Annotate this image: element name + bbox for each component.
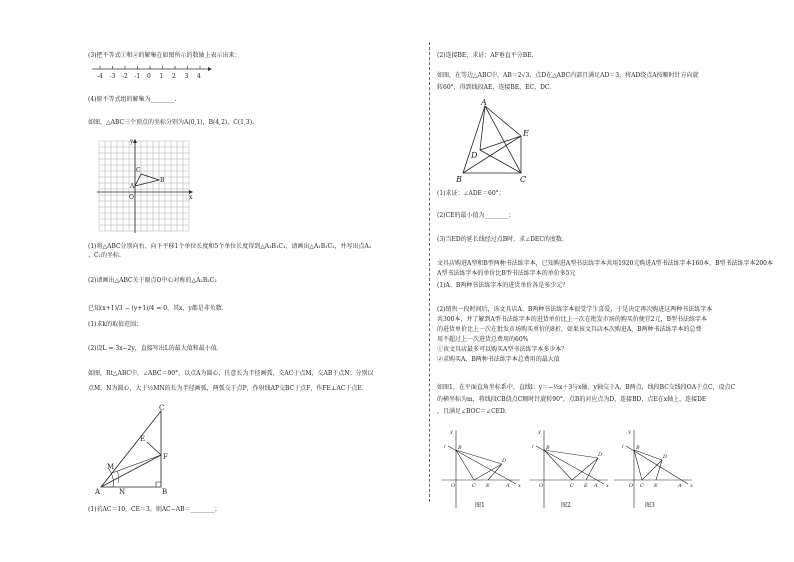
figure-1-caption: 图1 [475, 502, 485, 509]
number-line [90, 62, 230, 92]
svg-text:B: B [546, 445, 550, 451]
equation-question-1: (1)求k的取值范围； [88, 321, 143, 328]
number-line-tick-label: -4 [97, 73, 103, 80]
svg-text:l: l [444, 444, 446, 450]
triangle-question-1: (1)若AC＝10，CE＝3，则AC−AB＝________； [88, 506, 221, 513]
svg-text:y: y [450, 429, 453, 435]
number-line-tick-label: 3 [184, 73, 189, 80]
figure-1 [440, 428, 522, 514]
svg-text:x: x [606, 483, 609, 489]
grid-question-2: (2)请画出△ABC关于原点O中心对称的△A₂B₂C₂ [88, 277, 217, 284]
equation-intro: 已知(x+1)/3 − (y+1)/4 = 0，其x、y都是非负数. [88, 305, 224, 312]
rot-label-e: E [523, 129, 529, 138]
rot-label-d: D [471, 151, 478, 160]
number-line-tick-label: 2 [172, 73, 176, 80]
grid-question-1b: 、C₁的坐标. [88, 252, 121, 259]
number-line-tick-label: 4 [197, 73, 201, 80]
equilateral-triangle-figure [455, 98, 545, 186]
svg-text:l: l [532, 444, 534, 450]
figure-3 [612, 428, 694, 514]
grid-point-c: C [136, 167, 141, 174]
svg-text:E: E [486, 483, 490, 489]
svg-text:O: O [629, 483, 634, 489]
tri-label-a: A [95, 488, 101, 496]
rotation-intro-line1: 如图，在等边△ABC中，AB＝2√3，点D在△ABC内部且满足AD＝3，将AD绕点A按顺时针方向旋 [437, 72, 699, 79]
number-line-tick-label: 0 [147, 73, 151, 80]
rot-label-c: C [520, 175, 527, 184]
line-intro-line3: ，且满足∠BOC＝∠CED. [437, 408, 507, 415]
svg-text:y: y [538, 429, 541, 435]
line-intro-line2: 的横坐标为m，将线段CB绕点C顺时针旋转90°，点B的对应点为D，连接BD，点E在x轴上，连接DE [437, 396, 707, 403]
shop-intro-line1: 文具店购进A型和B型两种书法练字本，已知购进A型书法练字本共用1920元购进A型书法练字本160本，B型书法练字本200本 [437, 260, 773, 267]
svg-text:C: C [570, 483, 574, 489]
svg-text:x: x [690, 483, 693, 489]
shop-question-2-part1: ①该文具店最多可以购买A型书法练字本多少本？ [437, 346, 568, 353]
number-line-tick-label: -3 [109, 73, 116, 80]
svg-text:E: E [654, 483, 658, 489]
tri-label-c: C [159, 404, 165, 412]
svg-text:A: A [594, 483, 598, 489]
shop-question-2-line4: 用不超过上一次进货总费用的60% [437, 336, 529, 343]
shop-intro-line2: A型书法练字本的单价比B型书法练字本的单价多5元 [437, 270, 576, 277]
shop-question-2-line3: 的进货单价比上一次在批发市场购买单价的8折，如果该文具店本次购进A、B两种书法练字本的总费 [437, 326, 702, 333]
svg-text:O: O [539, 483, 544, 489]
question-2-top: (2)连接BE，求证：AF垂直平分BE. [437, 52, 534, 59]
rot-label-a: A [481, 98, 487, 107]
tri-label-n: N [119, 488, 126, 496]
triangle-intro-line2: 点M、N为圆心，大于½MN的长为半径画弧，两弧交于点P，作射线AP交BC于点F，作FE⊥AC于点E. [88, 385, 364, 392]
number-line-tick-label: 1 [159, 73, 164, 80]
svg-text:C: C [472, 483, 476, 489]
rotation-question-3: (3)当ED的延长线经过点B时，求∠DEC的度数. [437, 236, 564, 243]
svg-text:x: x [518, 483, 521, 489]
svg-text:A: A [506, 483, 510, 489]
rot-label-b: B [456, 175, 462, 184]
tri-label-f: F [163, 453, 168, 461]
grid-question-1a: (1)将△ABC分别向右、向下平移1个单位长度和5个单位长度得到△A₁B₁C₁，请画出△A₁B₁C₁，并写出点A₁ [88, 243, 372, 250]
rotation-question-2: (2)CE的最小值为________； [437, 212, 515, 219]
svg-text:B: B [458, 445, 462, 451]
shop-question-2-line2: 共300本，并了解到A型书法练字本的进货单价比上一次在批发市场的购买价便宜2元，B型书法练字本 [437, 316, 708, 323]
figure-2 [528, 428, 610, 514]
question-4-text: (4)原不等式组的解集为________. [88, 96, 177, 103]
rotation-intro-line2: 转60°，得到线段AE，连接BE，EC，DC. [437, 84, 552, 91]
shop-question-1: (1)A、B两种书法练字本的进货单价各是多少元？ [437, 282, 569, 289]
right-triangle-figure [95, 405, 185, 497]
shop-question-2-part2: ②求购买A、B两种书法练字本总费用的最大值 [437, 356, 560, 363]
svg-text:D: D [663, 454, 668, 460]
svg-text:l: l [622, 444, 624, 450]
tri-label-b: B [162, 488, 168, 496]
grid-question-intro: 如图，△ABC三个顶点的坐标分别为A(0,1)，B(4,2)，C(1,3). [88, 119, 254, 126]
column-divider [429, 42, 430, 502]
number-line-tick-label: -2 [122, 73, 128, 80]
grid-x-label: x [189, 194, 193, 201]
question-3-text: (3)把不等式①和②的解集在如图所示的数轴上表示出来： [88, 52, 241, 59]
tri-label-m: M [107, 463, 115, 471]
figure-2-caption: 图2 [561, 502, 571, 509]
svg-text:C: C [640, 483, 644, 489]
svg-text:B: B [636, 445, 640, 451]
svg-text:E: E [584, 483, 588, 489]
svg-text:O: O [451, 483, 456, 489]
tri-label-e: E [140, 435, 146, 443]
equation-question-2: (2)设L = 3x−2y，直接写出L的最大值和最小值. [88, 345, 219, 352]
triangle-intro-line1: 如图，Rt△ABC中，∠ABC＝90°，以点A为圆心，任意长为半径画弧，交AC于点M，交AB于点N；分别以 [88, 370, 374, 377]
shop-question-2-line1: (2)销售一段时间后，该文具店A、B两种书法练字本很受学生喜爱，于是决定再次购进这两种书法练字本 [437, 306, 713, 313]
figure-3-caption: 图3 [645, 502, 655, 509]
svg-text:D: D [598, 452, 603, 458]
rotation-question-1: (1)求证：∠ADE＝60°； [437, 190, 505, 197]
grid-point-b: B [160, 177, 165, 184]
svg-text:y: y [628, 429, 631, 435]
svg-text:A: A [678, 483, 682, 489]
svg-text:D: D [502, 458, 507, 464]
grid-point-a: A [130, 183, 135, 190]
coordinate-grid-figure [95, 137, 195, 237]
grid-y-label: y [130, 138, 134, 145]
number-line-tick-label: -1 [134, 73, 141, 80]
line-intro-line1: 如图1，在平面直角坐标系中，直线l：y＝−⅓x＋3与x轴、y轴交于A，B两点，线段BC交线段OA于点C，设点C [437, 384, 736, 391]
grid-origin-label: O [129, 194, 134, 201]
